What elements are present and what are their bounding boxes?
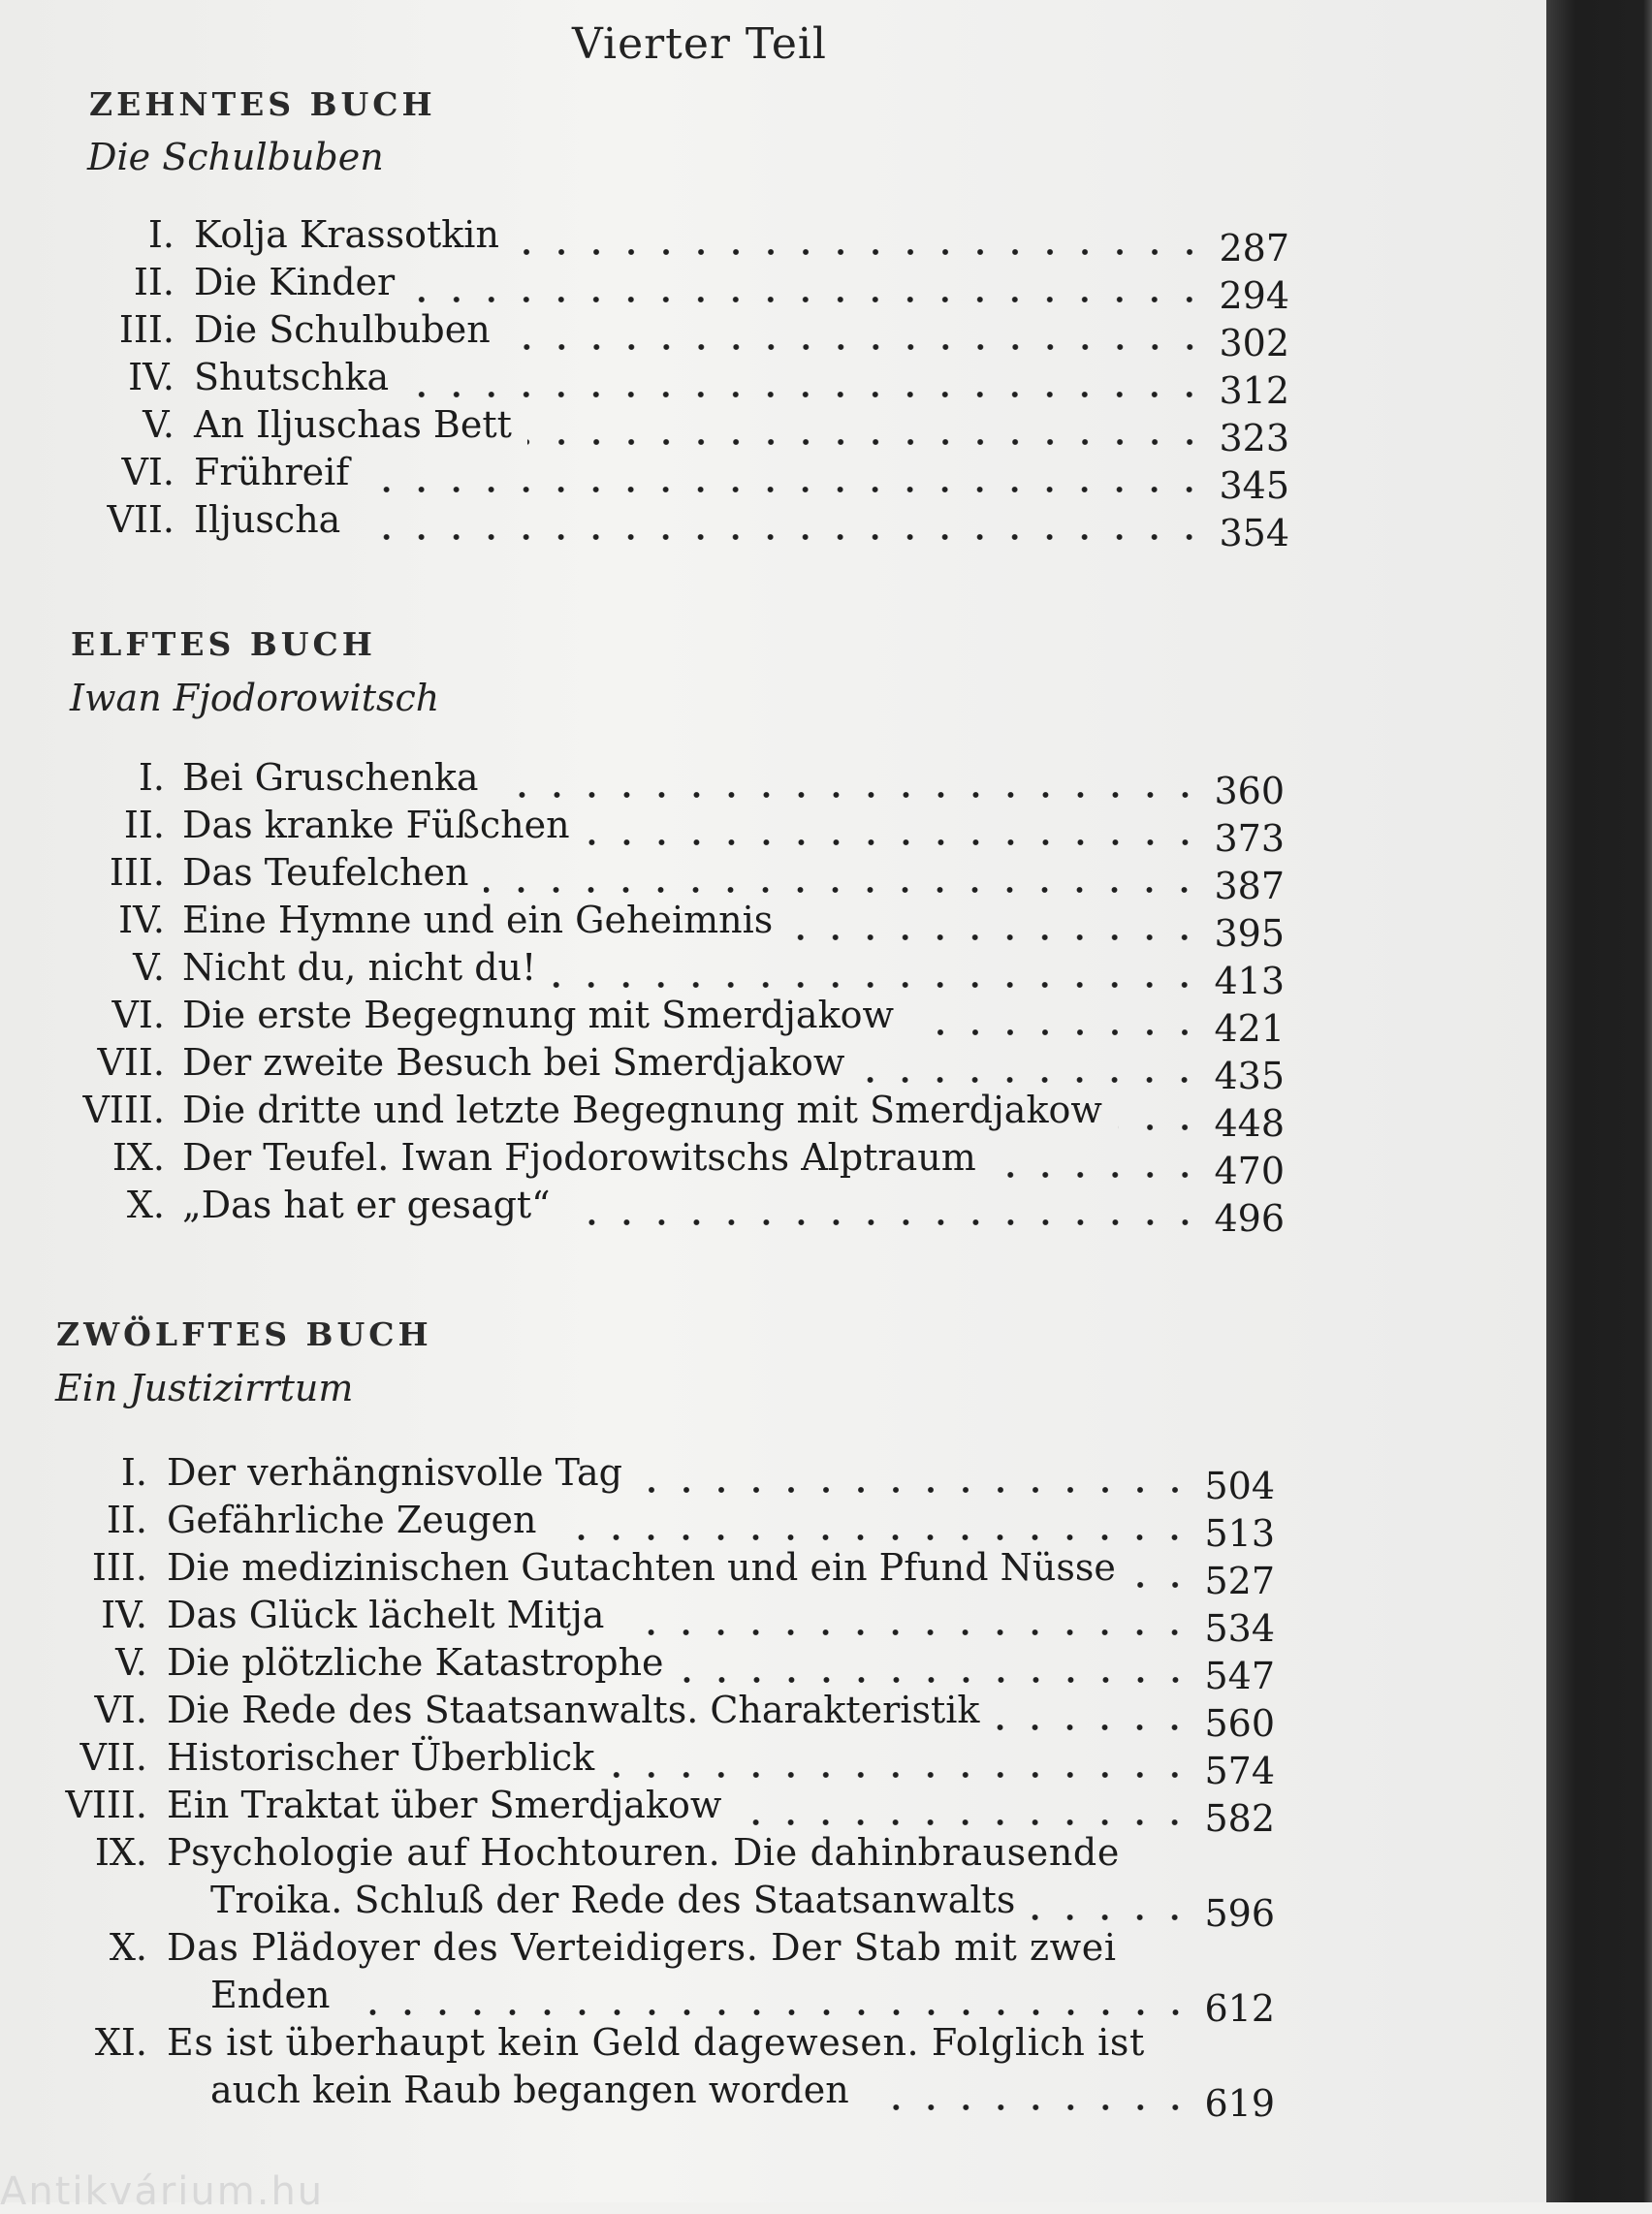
- page-number: 294: [1219, 274, 1289, 317]
- page-number: 373: [1214, 817, 1285, 860]
- toc-entry: [0, 449, 1299, 507]
- dot-leader: [484, 886, 1202, 894]
- page-number: 534: [1204, 1607, 1275, 1650]
- dot-leader: [552, 1534, 1192, 1541]
- page-number: 612: [1204, 1987, 1275, 2030]
- chapter-title: Das Glück lächelt Mitja: [167, 1594, 605, 1636]
- toc-entry: [0, 259, 1299, 317]
- chapter-title: Shutschka: [194, 356, 390, 398]
- toc-entry: [0, 1039, 1299, 1097]
- toc-entry: [0, 1782, 1299, 1840]
- dot-leader: [610, 1771, 1192, 1779]
- chapter-number: IX.: [111, 1136, 165, 1179]
- toc-entry: [0, 1087, 1299, 1145]
- chapter-title: Das kranke Füßchen: [182, 804, 570, 846]
- toc-entry: [0, 1134, 1299, 1192]
- toc-entry: [0, 354, 1299, 412]
- chapter-title-continued: auch kein Raub begangen worden: [210, 2069, 849, 2111]
- dot-leader: [552, 981, 1202, 989]
- chapter-number: VIII.: [65, 1784, 147, 1826]
- chapter-number: X.: [109, 1926, 147, 1969]
- chapter-title: Die medizinischen Gutachten und ein Pfund Nüsse: [167, 1546, 1116, 1589]
- chapter-number: I.: [120, 1451, 147, 1494]
- part-title: Vierter Teil: [572, 19, 828, 69]
- chapter-title: Iljuscha: [194, 498, 341, 541]
- toc-entry: [0, 1449, 1299, 1507]
- toc-entry: [0, 306, 1299, 364]
- toc-entry: [0, 1497, 1299, 1555]
- toc-entry: [0, 849, 1299, 907]
- chapter-title: Bei Gruschenka: [182, 756, 479, 799]
- toc-entry: [0, 1639, 1299, 1697]
- chapter-number: VII.: [107, 498, 175, 541]
- chapter-title: Die plötzliche Katastrophe: [167, 1641, 664, 1684]
- chapter-number: III.: [91, 1546, 147, 1589]
- dot-leader: [506, 343, 1207, 351]
- dot-leader: [1031, 1914, 1192, 1921]
- page-number: 360: [1214, 770, 1285, 812]
- dot-leader: [566, 1218, 1202, 1226]
- dot-leader: [1118, 1123, 1202, 1131]
- chapter-title: Die Kinder: [194, 261, 396, 303]
- dot-leader: [346, 2008, 1193, 2016]
- toc-entry: [0, 1829, 1299, 1935]
- chapter-number: V.: [133, 946, 165, 989]
- chapter-title: Das Plädoyer des Verteidigers. Der Stab mit zwei: [167, 1926, 1117, 1969]
- dot-leader: [638, 1486, 1192, 1494]
- toc-entry: [0, 1544, 1299, 1602]
- dot-leader: [404, 391, 1207, 398]
- page-number: 413: [1214, 960, 1285, 1002]
- dot-leader: [865, 2103, 1192, 2111]
- chapter-title: Kolja Krassotkin: [194, 213, 499, 256]
- chapter-title: Gefährliche Zeugen: [167, 1499, 537, 1541]
- chapter-number: VI.: [121, 451, 175, 493]
- dot-leader: [1131, 1581, 1192, 1589]
- chapter-number: VI.: [111, 994, 165, 1036]
- dot-leader: [680, 1676, 1192, 1684]
- toc-entry: [0, 1182, 1299, 1240]
- chapter-title: Frühreif: [194, 451, 350, 493]
- dot-leader: [494, 791, 1202, 799]
- dot-leader: [788, 933, 1202, 941]
- watermark: Antikvárium.hu: [0, 2169, 325, 2214]
- toc-entry: [0, 944, 1299, 1002]
- dot-leader: [410, 296, 1207, 303]
- toc-entry: [0, 1592, 1299, 1650]
- page-number: 504: [1204, 1465, 1275, 1507]
- page-number: 596: [1204, 1892, 1275, 1935]
- chapter-title: Die Rede des Staatsanwalts. Charakteristik: [167, 1689, 980, 1731]
- dot-leader: [860, 1076, 1202, 1084]
- chapter-title: „Das hat er gesagt“: [182, 1184, 551, 1226]
- chapter-title: Der verhängnisvolle Tag: [167, 1451, 622, 1494]
- page-number: 312: [1219, 369, 1289, 412]
- toc-entry: [0, 1687, 1299, 1745]
- book-label-10: ZEHNTES BUCH: [89, 85, 436, 123]
- toc-entry: [0, 897, 1299, 955]
- dot-leader: [527, 438, 1207, 446]
- toc-entry: [0, 754, 1299, 812]
- chapter-title: An Iljuschas Bett: [194, 403, 512, 446]
- dot-leader: [586, 838, 1202, 846]
- page-number: 323: [1219, 417, 1289, 459]
- chapter-number: IV.: [118, 899, 165, 941]
- chapter-number: VII.: [79, 1736, 147, 1779]
- chapter-title: Der Teufel. Iwan Fjodorowitschs Alptraum: [182, 1136, 976, 1179]
- chapter-number: II.: [123, 804, 165, 846]
- chapter-number: I.: [138, 756, 165, 799]
- chapter-title: Ein Traktat über Smerdjakow: [167, 1784, 722, 1826]
- toc-entry: [0, 1734, 1299, 1792]
- book-subtitle-12: Ein Justizirrtum: [55, 1367, 354, 1409]
- dot-leader: [992, 1171, 1202, 1179]
- chapter-number: II.: [106, 1499, 147, 1541]
- page-number: 421: [1214, 1007, 1285, 1050]
- toc-entry: [0, 802, 1299, 860]
- chapter-title: Eine Hymne und ein Geheimnis: [182, 899, 774, 941]
- page-number: 287: [1219, 227, 1289, 269]
- dot-leader: [620, 1629, 1192, 1636]
- chapter-title: Historischer Überblick: [167, 1736, 595, 1779]
- chapter-number: VI.: [94, 1689, 147, 1731]
- page-number: 582: [1204, 1797, 1275, 1840]
- dot-leader: [737, 1819, 1192, 1826]
- page-number: 527: [1204, 1560, 1275, 1602]
- toc-entry: [0, 211, 1299, 269]
- page-number: 619: [1204, 2082, 1275, 2125]
- page-number: 345: [1219, 464, 1289, 507]
- book-subtitle-10: Die Schulbuben: [87, 136, 384, 178]
- chapter-title: Die dritte und letzte Begegnung mit Smerdjakow: [182, 1089, 1102, 1131]
- chapter-title: Die erste Begegnung mit Smerdjakow: [182, 994, 895, 1036]
- toc-entry: [0, 1924, 1299, 2030]
- chapter-title: Der zweite Besuch bei Smerdjakow: [182, 1041, 845, 1084]
- page-number: 547: [1204, 1655, 1275, 1697]
- chapter-number: VIII.: [82, 1089, 165, 1131]
- page-number: 387: [1214, 865, 1285, 907]
- chapter-title-continued: Enden: [210, 1974, 331, 2016]
- toc-entry: [0, 401, 1299, 459]
- page-number: 496: [1214, 1197, 1285, 1240]
- dot-leader: [365, 486, 1207, 493]
- chapter-title: Die Schulbuben: [194, 308, 491, 351]
- dot-leader: [356, 533, 1207, 541]
- page-number: 302: [1219, 322, 1289, 364]
- page-number: 470: [1214, 1150, 1285, 1192]
- chapter-title: Nicht du, nicht du!: [182, 946, 537, 989]
- chapter-number: I.: [147, 213, 175, 256]
- book-spine: [1546, 0, 1652, 2202]
- toc-entry: [0, 2019, 1299, 2125]
- page-number: 435: [1214, 1055, 1285, 1097]
- dot-leader: [995, 1724, 1192, 1731]
- chapter-number: X.: [126, 1184, 165, 1226]
- toc-entry: [0, 496, 1299, 554]
- chapter-number: II.: [133, 261, 175, 303]
- chapter-title-continued: Troika. Schluß der Rede des Staatsanwalts: [210, 1879, 1016, 1921]
- chapter-title: Das Teufelchen: [182, 851, 469, 894]
- chapter-number: VII.: [97, 1041, 165, 1084]
- page-number: 395: [1214, 912, 1285, 955]
- page-number: 448: [1214, 1102, 1285, 1145]
- book-subtitle-11: Iwan Fjodorowitsch: [70, 677, 440, 719]
- chapter-number: XI.: [94, 2021, 147, 2064]
- page-number: 513: [1204, 1512, 1275, 1555]
- chapter-number: IV.: [101, 1594, 147, 1636]
- book-label-11: ELFTES BUCH: [71, 625, 376, 663]
- dot-leader: [515, 248, 1207, 256]
- book-label-12: ZWÖLFTES BUCH: [56, 1315, 432, 1353]
- page-number: 560: [1204, 1702, 1275, 1745]
- chapter-number: V.: [143, 403, 175, 446]
- chapter-number: III.: [118, 308, 175, 351]
- chapter-number: IV.: [128, 356, 175, 398]
- page-number: 574: [1204, 1750, 1275, 1792]
- chapter-title: Es ist überhaupt kein Geld dagewesen. Folglich ist: [167, 2021, 1145, 2064]
- page-number: 354: [1219, 512, 1289, 554]
- chapter-number: III.: [109, 851, 165, 894]
- toc-entry: [0, 992, 1299, 1050]
- chapter-number: IX.: [94, 1831, 147, 1874]
- chapter-number: V.: [115, 1641, 147, 1684]
- dot-leader: [909, 1028, 1202, 1036]
- chapter-title: Psychologie auf Hochtouren. Die dahinbrausende: [167, 1831, 1120, 1874]
